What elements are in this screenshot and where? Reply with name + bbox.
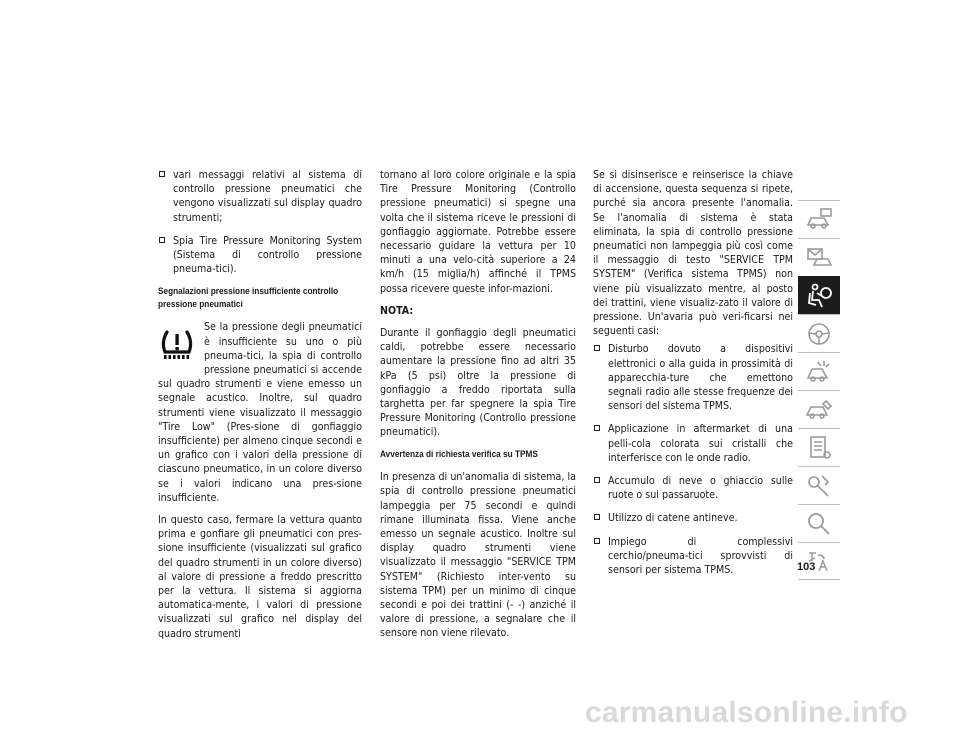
tab-chapter-7[interactable]	[798, 428, 840, 466]
tab-chapter-3[interactable]	[798, 276, 840, 314]
magnifier-icon	[804, 509, 834, 539]
tools-icon	[804, 471, 834, 501]
paragraph: In questo caso, fermare la vettura quanto prima e gonfiare gli pneumatici con pres-sione insufficiente (visualizzati sul grafico del quadro strumenti in un colore diverso) al valore di pressione a freddo prescritto per la vettura. Il sistema si aggiorna automatica-mente, i valori di pressione visualizzati sul grafico nel display del quadro strumenti	[158, 514, 362, 640]
car-crash-icon	[804, 357, 834, 387]
list-item: Impiego di complessivi cerchio/pneuma-tici sprovvisti di sensori per sistema TPMS.	[593, 535, 793, 578]
document-list-icon	[804, 433, 834, 463]
list-item: Applicazione in aftermarket di una pelli-cola colorata sui cristalli che interferisce con le onde radio.	[593, 422, 793, 465]
tab-chapter-6[interactable]	[798, 390, 840, 428]
list-item: Spia Tire Pressure Monitoring System (Sistema di controllo pressione pneuma-tici).	[158, 234, 362, 277]
tire-pressure-warning-icon	[158, 326, 196, 362]
checkbox-bullet-icon	[594, 477, 600, 483]
list-item: Disturbo dovuto a dispositivi elettronici o alla guida in prossimità di apparecchia-ture che emettono segnali radio alle stesse frequenze dei sensori del sistema TPMS.	[593, 342, 793, 413]
paragraph: Se si disinserisce e reinserisce la chiave di accensione, questa sequenza si ripete, purché sia ancora presente l'anomalia. Se l'anomalia di sistema è stata eliminata, la spia di controllo pressione pneumatici non lampeggia più così come il messaggio di testo "SERVICE TPM SYSTEM" (Verifica sistema TPMS) non viene più visualizzato mentre, al posto dei trattini, viene visualiz-zato il valore di pressione. Un'avaria può veri-ficarsi nei seguenti casi:	[593, 169, 793, 338]
text-column-3	[593, 168, 793, 586]
note-title: NOTA:	[380, 304, 414, 317]
checkbox-bullet-icon	[594, 425, 600, 431]
checkbox-bullet-icon	[594, 538, 600, 544]
car-dashboard-icon	[804, 205, 834, 235]
tab-chapter-1[interactable]	[798, 200, 840, 238]
checkbox-bullet-icon	[594, 345, 600, 351]
list-item: Accumulo di neve o ghiaccio sulle ruote o sui passaruote.	[593, 474, 793, 502]
page-number: 103	[797, 561, 816, 573]
paragraph: tornano al loro colore originale e la spia Tire Pressure Monitoring (Controllo pressione pneumatici) si spegne una volta che il sistema riceve le pressioni di gonfiaggio aggiornate. Potrebbe essere necessario guidare la vettura per 10 minuti a una velo-cità superiore a 24 km/h (15 miglia/h) affinché il TPMS possa ricevere queste infor-mazioni.	[380, 169, 576, 295]
warning-paragraph: Se la pressione degli pneumatici è insufficiente su uno o più pneuma-tici, la spia di controllo pressione pneumatici si accende sul quadro strumenti e viene emesso un segnale acustico. Inoltre, sul quadro strumenti viene visualizzato il messaggio "Tire Low" (Pres-sione di gonfiaggio insufficiente) per almeno cinque secondi e un grafico con i valori della pressione di ciascuno pneumatico, in un colore diverso se i valori indicano una pres-sione insufficiente.	[158, 321, 362, 504]
car-mail-icon	[804, 243, 834, 273]
section-heading: Avvertenza di richiesta verifica su TPMS	[380, 447, 538, 459]
airbag-seat-icon	[804, 281, 834, 311]
tab-chapter-5[interactable]	[798, 352, 840, 390]
tab-chapter-9[interactable]	[798, 504, 840, 542]
text-column-1	[158, 168, 362, 649]
list-item: Utilizzo di catene antineve.	[593, 511, 793, 525]
checkbox-bullet-icon	[159, 237, 165, 243]
car-service-icon	[804, 395, 834, 425]
watermark: carmanualsonline.info	[585, 696, 908, 729]
tab-chapter-8[interactable]	[798, 466, 840, 504]
note-text: Durante il gonfiaggio degli pneumatici caldi, potrebbe essere necessario aumentare la pressione fino ad altri 35 kPa (5 psi) oltre la pressione di gonfiaggio a freddo riportata sulla targhetta per far spegnere la spia Tire Pressure Monitoring (Controllo pressione pneumatici).	[380, 327, 576, 439]
checkbox-bullet-icon	[594, 514, 600, 520]
checkbox-bullet-icon	[159, 171, 165, 177]
section-heading: Segnalazioni pressione insufficiente controllo pressione pneumatici	[158, 285, 339, 309]
tab-chapter-4[interactable]	[798, 314, 840, 352]
paragraph: In presenza di un'anomalia di sistema, la spia di controllo pressione pneumatici lampeggia per 75 secondi e quindi rimane illuminata fissa. Viene anche emesso un segnale acustico. Inoltre sul display quadro strumenti viene visualizzato il messaggio "SERVICE TPM SYSTEM" (Richiesto inter-vento su sistema TPM) per un minimo di cinque secondi e poi dei trattini (- -) anziché il valore di pressione, a segnalare che il sensore non viene rilevato.	[380, 471, 576, 640]
text-column-2	[380, 168, 576, 649]
list-item: vari messaggi relativi al sistema di controllo pressione pneumatici che vengono visualizzati sul display quadro strumenti;	[158, 168, 362, 225]
tab-chapter-2[interactable]	[798, 238, 840, 276]
steering-wheel-icon	[804, 319, 834, 349]
